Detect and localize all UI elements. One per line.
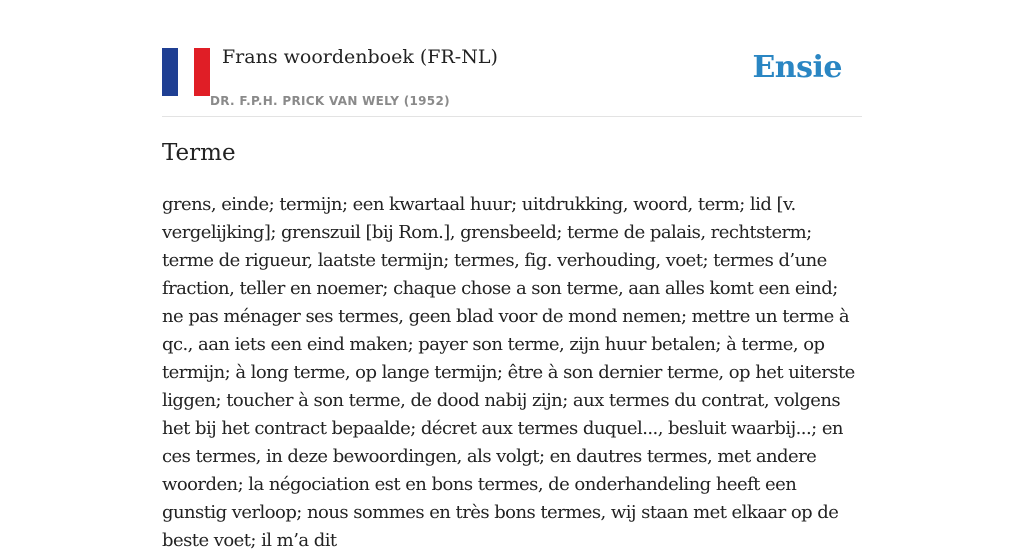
flag-stripe-red bbox=[194, 48, 210, 96]
entry-definition: grens, einde; termijn; een kwartaal huur; uitdrukking, woord, term; lid [v. vergelijking]; grenszuil [bij Rom.], grensbeeld; terme de palais, rechtsterm; terme de rigueur, laatste termijn; termes, fig. verhouding, voet; termes d’une fraction, teller en noemer; chaque chose a son terme, aan alles komt een eind; ne pas ménager ses termes, geen blad voor de mond nemen; mettre un terme à qc., aan iets een eind maken; payer son terme, zijn huur betalen; à terme, op termijn; à long terme, op lange termijn; être à son dernier terme, op het uiterste liggen; toucher à son terme, de dood nabij zijn; aux termes du contrat, volgens het bij het contract bepaalde; décret aux termes duquel..., besluit waarbij...; en ces termes, in deze bewoordingen, als volgt; en dautres termes, met andere woorden; la négociation est en bons termes, de onderhandeling heeft een gunstig verloop; nous sommes en très bons termes, wij staan met elkaar op de beste voet; il m’a dit bbox=[162, 194, 855, 551]
flag-stripe-blue bbox=[162, 48, 178, 96]
french-flag-icon bbox=[162, 48, 210, 96]
ensie-logo[interactable]: Ensie bbox=[752, 50, 842, 85]
entry-term: Terme bbox=[162, 140, 236, 166]
dictionary-title: Frans woordenboek (FR-NL) bbox=[222, 46, 498, 68]
flag-stripe-white bbox=[178, 48, 194, 96]
dictionary-author: DR. F.P.H. PRICK VAN WELY (1952) bbox=[210, 94, 450, 108]
dictionary-header bbox=[162, 40, 862, 117]
